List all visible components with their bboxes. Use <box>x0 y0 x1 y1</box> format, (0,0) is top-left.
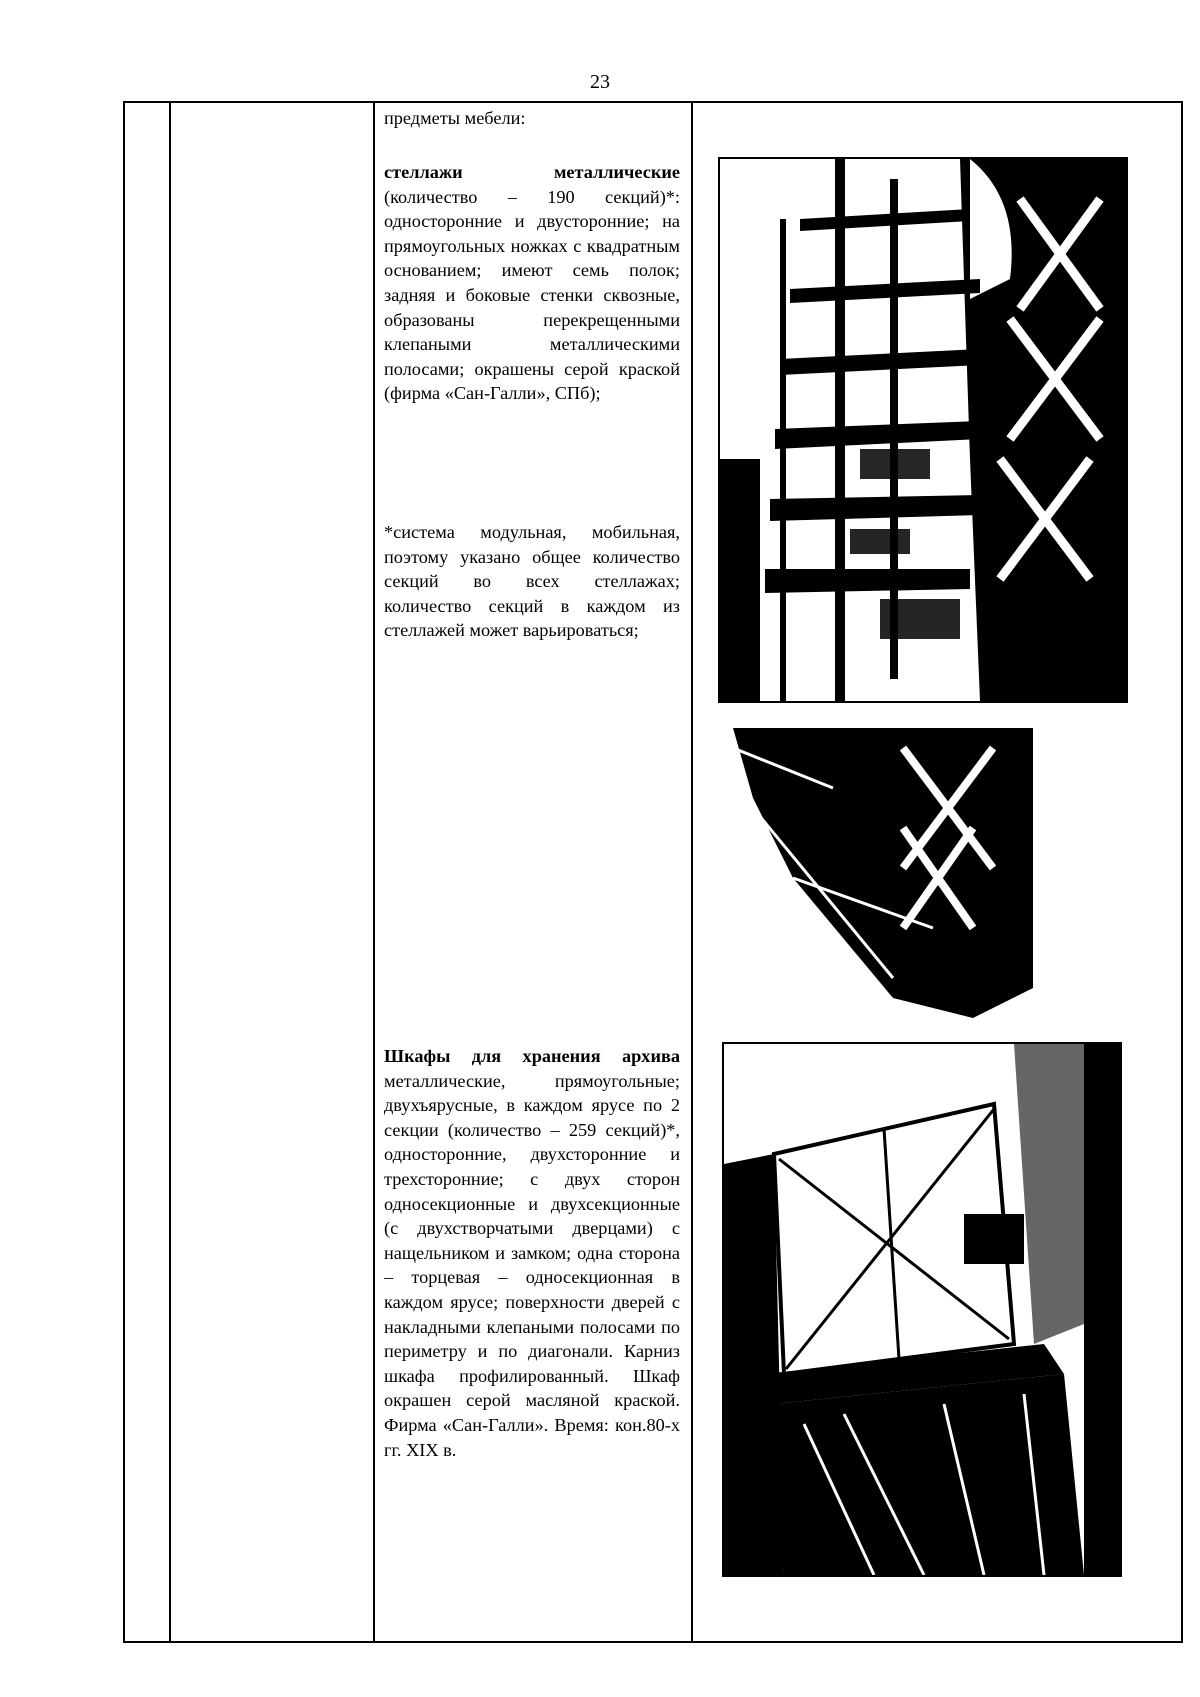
shelving-title: стеллажи металлические <box>384 162 680 182</box>
shelving-description <box>384 160 680 406</box>
shelving-photo-1 <box>718 157 1128 703</box>
intro-text <box>384 106 680 131</box>
shelving-text: (количество – 190 секций)*: односторонние и двусторонние; на прямоугольных ножках с квадратным основанием; имеют семь полок; задняя и боковые стенки сквозные, образованы перекрещенными клепаными металлическими полосами; окрашены серой краской (фирма «Сан-Галли», СПб); <box>384 186 680 404</box>
shelving-photo-2 <box>733 728 1073 1018</box>
cabinet-photo <box>722 1042 1122 1577</box>
cabinets-description <box>384 1044 680 1462</box>
intro-line: предметы мебели: <box>384 108 526 128</box>
cabinets-text: металлические, прямоугольные; двухъярусные, в каждом ярусе по 2 секции (количество – 259 секций)*, односторонние, двухсторонние и трехсторонние; с двух сторон односекционные и двухсекционные (с двухстворчатыми дверцами) с нащельником и замком; одна сторона – торцевая – односекционная в каждом ярусе; поверхности дверей с накладными клепаными полосами по периметру и по диагонали. Карниз шкафа профилированный. Шкаф окрашен серой масляной краской. Фирма «Сан-Галли». Время: кон.80-х гг. XIX в. <box>384 1070 680 1460</box>
cabinets-title: Шкафы для хранения архива <box>384 1046 680 1066</box>
shelving-footnote <box>384 520 680 643</box>
shelving-footnote-text: *система модульная, мобильная, поэтому указано общее количество секций во всех стеллажах; количество секций в каждом из стеллажей может варьироваться; <box>384 522 680 641</box>
page-number: 23 <box>590 71 610 93</box>
